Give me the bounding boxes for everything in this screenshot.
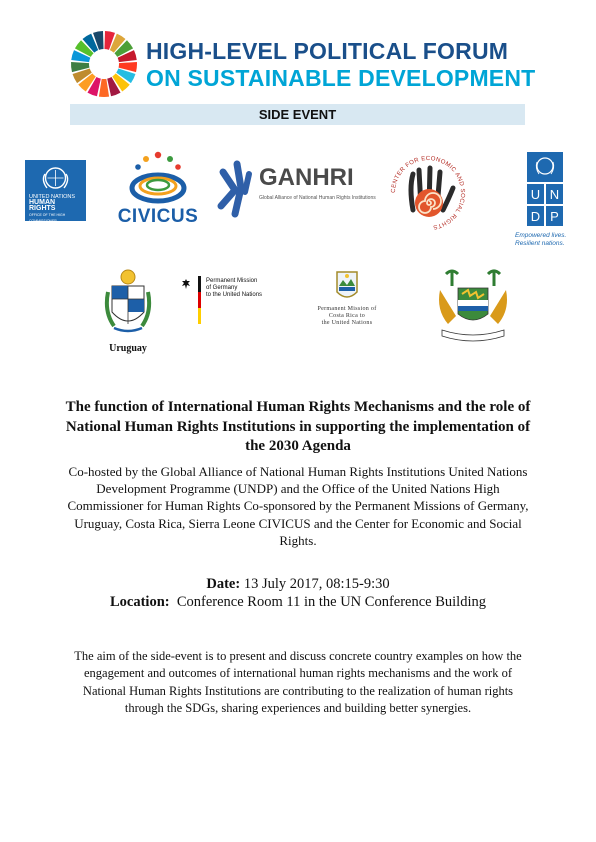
undp-tagline-line2: Resilient nations. — [515, 240, 565, 247]
date-value: 13 July 2017, 08:15-9:30 — [240, 576, 390, 592]
german-eagle-icon — [180, 278, 192, 290]
germany-mission-logo — [180, 276, 280, 326]
location-label: Location: — [110, 594, 170, 610]
location-value: Conference Room 11 in the UN Conference Building — [169, 594, 486, 610]
civicus-logo — [113, 150, 203, 230]
sdg-wheel-segment — [99, 79, 109, 97]
event-title: The function of International Human Rights Mechanisms and the role of National Human Rights Institutions in supporting the implementation of the 2030 Agenda — [65, 399, 531, 454]
date-line — [60, 575, 536, 594]
costa-rica-shield-icon — [300, 268, 394, 304]
civicus-people-icon — [113, 150, 203, 206]
ohchr-line3: OFFICE OF THE HIGH COMMISSIONER — [29, 213, 66, 223]
costa-rica-line1: Permanent Mission of — [317, 306, 377, 312]
forum-title-line1: HIGH-LEVEL POLITICAL FORUM — [146, 38, 509, 64]
sierra-leone-coat-of-arms — [432, 266, 514, 342]
undp-tagline — [515, 232, 585, 248]
sdg-wheel-logo — [70, 30, 138, 98]
germany-line1: Permanent Mission — [206, 278, 258, 284]
location-line — [40, 593, 556, 612]
german-flag-bar — [198, 276, 201, 324]
un-laurel-icon — [25, 160, 86, 194]
cesr-ring-text: CENTER FOR ECONOMIC AND SOCIAL RIGHTS — [390, 155, 466, 230]
uruguay-caption: Uruguay — [109, 343, 147, 354]
forum-title-line2: ON SUSTAINABLE DEVELOPMENT — [146, 65, 536, 91]
cesr-logo — [383, 148, 473, 238]
undp-tagline-line1: Empowered lives. — [515, 232, 567, 239]
aim-paragraph: The aim of the side-event is to present and discuss concrete country examples on how the engagement and outcomes of international human rights mechanisms and the work of National Human Rights Institutions are contributing to the realization of human rights through the SDGs, sharing experiences and building better synergies. — [74, 649, 522, 716]
date-label: Date: — [206, 576, 241, 592]
ganhri-hand-icon — [215, 158, 257, 220]
undp-emblem-icon — [527, 152, 563, 226]
civicus-wordmark: CIVICUS — [117, 206, 199, 227]
uruguay-shield-icon — [100, 268, 156, 338]
ohchr-logo — [25, 160, 86, 221]
undp-letter-u: U — [530, 187, 541, 202]
ganhri-wordmark: GANHRI — [259, 164, 354, 191]
costa-rica-mission-logo — [300, 268, 394, 330]
costa-rica-line2: Costa Rica to — [328, 313, 366, 319]
ohchr-line1: UNITED NATIONS — [29, 194, 76, 200]
ohchr-line2: HUMAN RIGHTS — [29, 199, 56, 212]
undp-letter-n: N — [549, 187, 560, 202]
undp-letter-d: D — [530, 209, 541, 224]
forum-title — [146, 38, 546, 92]
undp-letter-p: P — [550, 209, 559, 224]
germany-line2: of Germany — [206, 285, 238, 291]
cesr-hand-spiral-icon — [383, 148, 473, 238]
ganhri-logo — [215, 158, 380, 220]
uruguay-coat-of-arms — [100, 268, 156, 338]
cohost-paragraph: Co-hosted by the Global Alliance of National Human Rights Institutions United Nations Development Programme (UNDP) and the Office of the United Nations High Commissioner for Human Rights Co-sponsored by the Permanent Missions of Germany, Uruguay, Costa Rica, Sierra Leone CIVICUS and the Center for Economic and Social Rights. — [67, 464, 529, 548]
costa-rica-line3: the United Nations — [321, 320, 373, 326]
ganhri-subtitle: Global Alliance of National Human Rights Institutions — [259, 195, 376, 201]
germany-line3: to the United Nations — [206, 292, 263, 298]
sierra-leone-lions-icon — [432, 266, 514, 342]
undp-logo — [527, 152, 563, 226]
side-event-band: SIDE EVENT — [70, 104, 525, 125]
